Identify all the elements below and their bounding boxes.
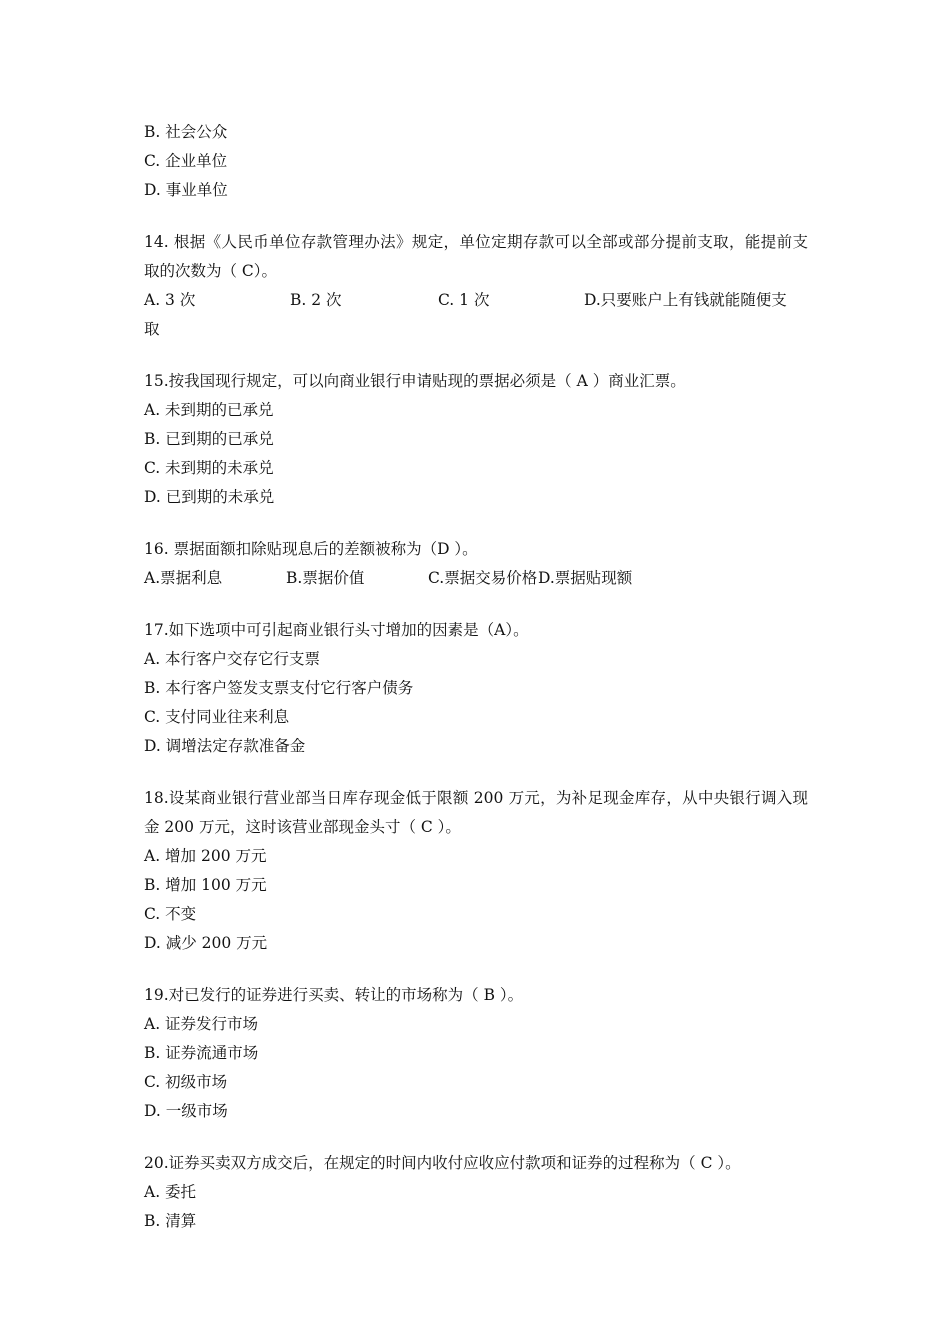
question-14 bbox=[144, 228, 814, 344]
option-c: C. 企业单位 bbox=[144, 152, 228, 170]
option-a: A. 未到期的已承兑 bbox=[144, 401, 274, 419]
question-stem: 17.如下选项中可引起商业银行头寸增加的因素是（A）。 bbox=[144, 621, 529, 639]
option-d: D. 事业单位 bbox=[144, 181, 228, 199]
question-stem: 20.证券买卖双方成交后，在规定的时间内收付应收应付款项和证券的过程称为（ C ）。 bbox=[144, 1154, 741, 1172]
option-a: A. 本行客户交存它行支票 bbox=[144, 650, 321, 668]
option-b: B. 增加 100 万元 bbox=[144, 876, 267, 894]
question-18 bbox=[144, 784, 814, 958]
option-d: D.只要账户上有钱就能随便支 bbox=[584, 291, 787, 309]
option-b: B. 2 次 bbox=[290, 291, 342, 309]
question-stem: 16. 票据面额扣除贴现息后的差额被称为（D ）。 bbox=[144, 540, 478, 558]
question-stem: 15.按我国现行规定，可以向商业银行申请贴现的票据必须是（ A ）商业汇票。 bbox=[144, 372, 686, 390]
option-a: A. 委托 bbox=[144, 1183, 197, 1201]
option-d-wrap: 取 bbox=[144, 320, 160, 338]
option-c: C. 不变 bbox=[144, 905, 197, 923]
question-15 bbox=[144, 367, 814, 512]
question-stem: 14. 根据《人民币单位存款管理办法》规定，单位定期存款可以全部或部分提前支取，能提前支取的次数为（ C）。 bbox=[144, 233, 808, 280]
option-c: C. 初级市场 bbox=[144, 1073, 228, 1091]
question-13 bbox=[144, 118, 814, 205]
option-b: B. 已到期的已承兑 bbox=[144, 430, 274, 448]
option-a: A.票据利息 bbox=[144, 569, 223, 587]
question-stem: 19.对已发行的证券进行买卖、转让的市场称为（ B ）。 bbox=[144, 986, 524, 1004]
option-d: D. 减少 200 万元 bbox=[144, 934, 268, 952]
option-d: D. 调增法定存款准备金 bbox=[144, 737, 306, 755]
question-list bbox=[144, 118, 814, 1236]
question-16 bbox=[144, 535, 814, 593]
option-d: D. 已到期的未承兑 bbox=[144, 488, 275, 506]
option-c: C. 1 次 bbox=[438, 291, 490, 309]
option-b: B. 社会公众 bbox=[144, 123, 228, 141]
option-b: B. 本行客户签发支票支付它行客户债务 bbox=[144, 679, 414, 697]
question-stem: 18.设某商业银行营业部当日库存现金低于限额 200 万元，为补足现金库存，从中央银行调入现金 200 万元，这时该营业部现金头寸（ C ）。 bbox=[144, 789, 808, 836]
option-d: D. 一级市场 bbox=[144, 1102, 228, 1120]
question-19 bbox=[144, 981, 814, 1126]
option-b: B.票据价值 bbox=[286, 569, 365, 587]
option-a: A. 增加 200 万元 bbox=[144, 847, 267, 865]
option-d: D.票据贴现额 bbox=[538, 569, 633, 587]
option-c: C.票据交易价格 bbox=[428, 569, 538, 587]
option-a: A. 3 次 bbox=[144, 291, 196, 309]
option-c: C. 支付同业往来利息 bbox=[144, 708, 290, 726]
options-row bbox=[144, 286, 814, 315]
option-c: C. 未到期的未承兑 bbox=[144, 459, 274, 477]
option-b: B. 清算 bbox=[144, 1212, 197, 1230]
options-row bbox=[144, 564, 814, 593]
option-a: A. 证券发行市场 bbox=[144, 1015, 259, 1033]
question-17 bbox=[144, 616, 814, 761]
option-b: B. 证券流通市场 bbox=[144, 1044, 259, 1062]
question-20 bbox=[144, 1149, 814, 1236]
